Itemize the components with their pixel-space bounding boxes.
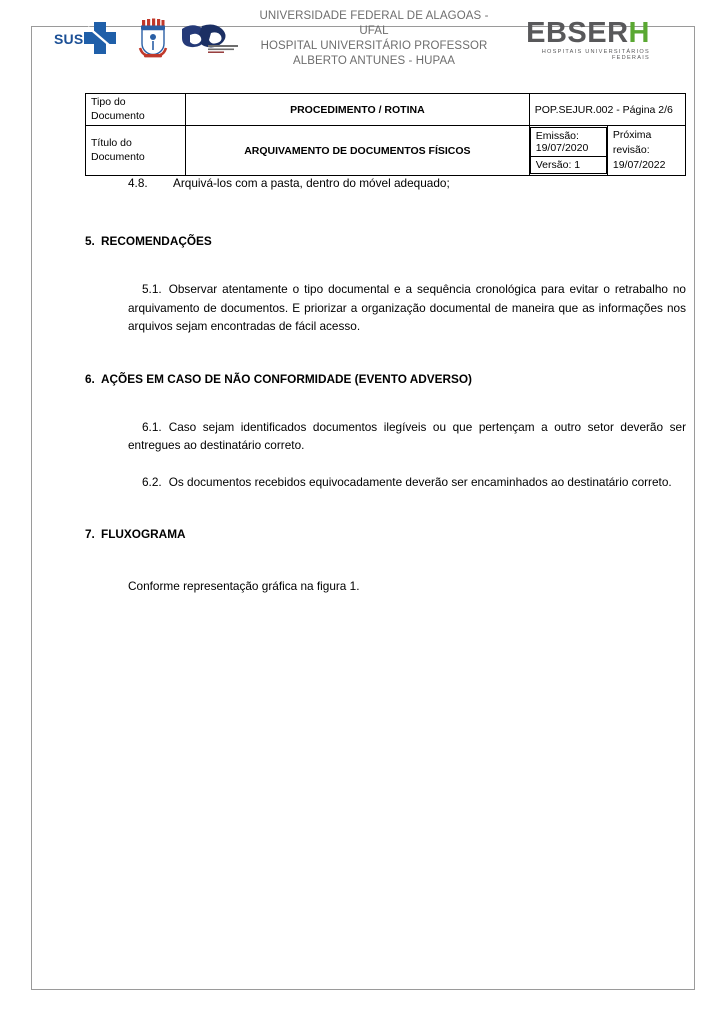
cell-tipo-documento-label xyxy=(86,94,186,126)
section-5-title: RECOMENDAÇÕES xyxy=(101,234,212,248)
document-identification-table xyxy=(85,93,686,176)
ebserh-wordmark-main: EBSER xyxy=(526,16,629,49)
spacer xyxy=(85,541,686,577)
next-revision-date: 19/07/2022 xyxy=(612,159,666,171)
item-4-8-number: 4.8. xyxy=(128,176,148,190)
section-7-title: FLUXOGRAMA xyxy=(101,527,186,541)
section-6-number: 6. xyxy=(85,371,95,386)
spacer xyxy=(85,190,686,234)
paragraph-6-1-text: Caso sejam identificados documentos ilegíveis ou que pertençam a outro setor deverão ser entregues ao destinatário correto. xyxy=(128,419,686,452)
cell-titulo-documento-label xyxy=(86,126,186,176)
hupaa-monogram-logo xyxy=(178,21,242,57)
paragraph-7-text: Conforme representação gráfica na figura 1. xyxy=(128,579,360,593)
paragraph-6-2-text: Os documentos recebidos equivocadamente deverão ser encaminhados ao destinatário correto. xyxy=(168,474,672,489)
paragraph-5-1-number: 5.1. xyxy=(142,282,162,296)
ebserh-wordmark-accent: H xyxy=(628,16,650,49)
section-heading-6 xyxy=(85,372,686,386)
ufal-shield-icon xyxy=(138,17,168,61)
tipo-label-line-2: Documento xyxy=(91,109,145,122)
cell-tipo-documento-value: PROCEDIMENTO / ROTINA xyxy=(186,94,530,126)
cell-emission-date: Emissão: 19/07/2020 xyxy=(530,128,606,157)
next-revision-label: Próxima revisão: xyxy=(612,129,652,156)
section-heading-7 xyxy=(85,527,686,541)
paragraph-6-2-number: 6.2. xyxy=(142,474,162,489)
hupaa-hu-monogram-icon xyxy=(178,21,242,57)
paragraph-5-1-text: Observar atentamente o tipo documental e a sequência cronológica para evitar o retrabalho no arquivamento de documentos. E priorizar a organização documental de maneira que as informações nos arquivos sejam encontradas de fácil acesso. xyxy=(128,282,686,333)
cell-version: Versão: 1 xyxy=(530,157,606,174)
titulo-label-line-1: Título do xyxy=(91,137,132,149)
section-5-number: 5. xyxy=(85,234,95,248)
subrow-emission xyxy=(530,128,606,157)
spacer xyxy=(85,248,686,280)
cell-titulo-documento-value: ARQUIVAMENTO DE DOCUMENTOS FÍSICOS xyxy=(186,126,530,176)
section-6-title: AÇÕES EM CASO DE NÃO CONFORMIDADE (EVENTO ADVERSO) xyxy=(101,371,472,386)
paragraph-5-1 xyxy=(128,280,686,336)
spacer xyxy=(85,336,686,372)
section-heading-5 xyxy=(85,234,686,248)
sus-logo-text: SUS xyxy=(54,31,84,47)
table-row-tipo-documento xyxy=(86,94,686,126)
institution-name-block xyxy=(244,9,504,69)
tipo-label-line-1: Tipo do xyxy=(91,96,126,108)
emission-version-subtable xyxy=(530,127,607,174)
institution-line-2: HOSPITAL UNIVERSITÁRIO PROFESSOR xyxy=(260,40,488,52)
paragraph-6-1 xyxy=(128,418,686,455)
ebserh-logo xyxy=(504,18,654,61)
logo-strip xyxy=(54,17,244,61)
table-row-titulo-documento xyxy=(86,126,686,176)
spacer xyxy=(85,455,686,473)
ebserh-subtitle: HOSPITAIS UNIVERSITÁRIOS FEDERAIS xyxy=(541,48,650,61)
paragraph-6-1-number: 6.1. xyxy=(142,419,162,434)
item-4-8-text: Arquivá-los com a pasta, dentro do móvel adequado; xyxy=(173,176,450,190)
titulo-label-line-2: Documento xyxy=(91,150,145,163)
ufal-coat-of-arms-logo xyxy=(138,17,168,61)
ebserh-wordmark xyxy=(504,18,650,48)
institution-line-3: ALBERTO ANTUNES - HUPAA xyxy=(292,55,456,67)
cell-document-code: POP.SEJUR.002 - Página 2/6 xyxy=(529,94,685,126)
list-item-4-8 xyxy=(128,176,686,190)
sus-logo xyxy=(54,18,128,60)
document-body xyxy=(85,176,686,596)
spacer xyxy=(85,386,686,418)
paragraph-6-2 xyxy=(128,473,686,492)
section-7-number: 7. xyxy=(85,527,95,541)
institution-line-1: UNIVERSIDADE FEDERAL DE ALAGOAS - UFAL xyxy=(259,10,489,37)
subrow-version xyxy=(530,157,606,174)
cell-next-revision xyxy=(607,126,685,176)
spacer xyxy=(85,491,686,527)
document-header xyxy=(54,8,654,70)
cell-emission-version-group xyxy=(529,126,607,176)
